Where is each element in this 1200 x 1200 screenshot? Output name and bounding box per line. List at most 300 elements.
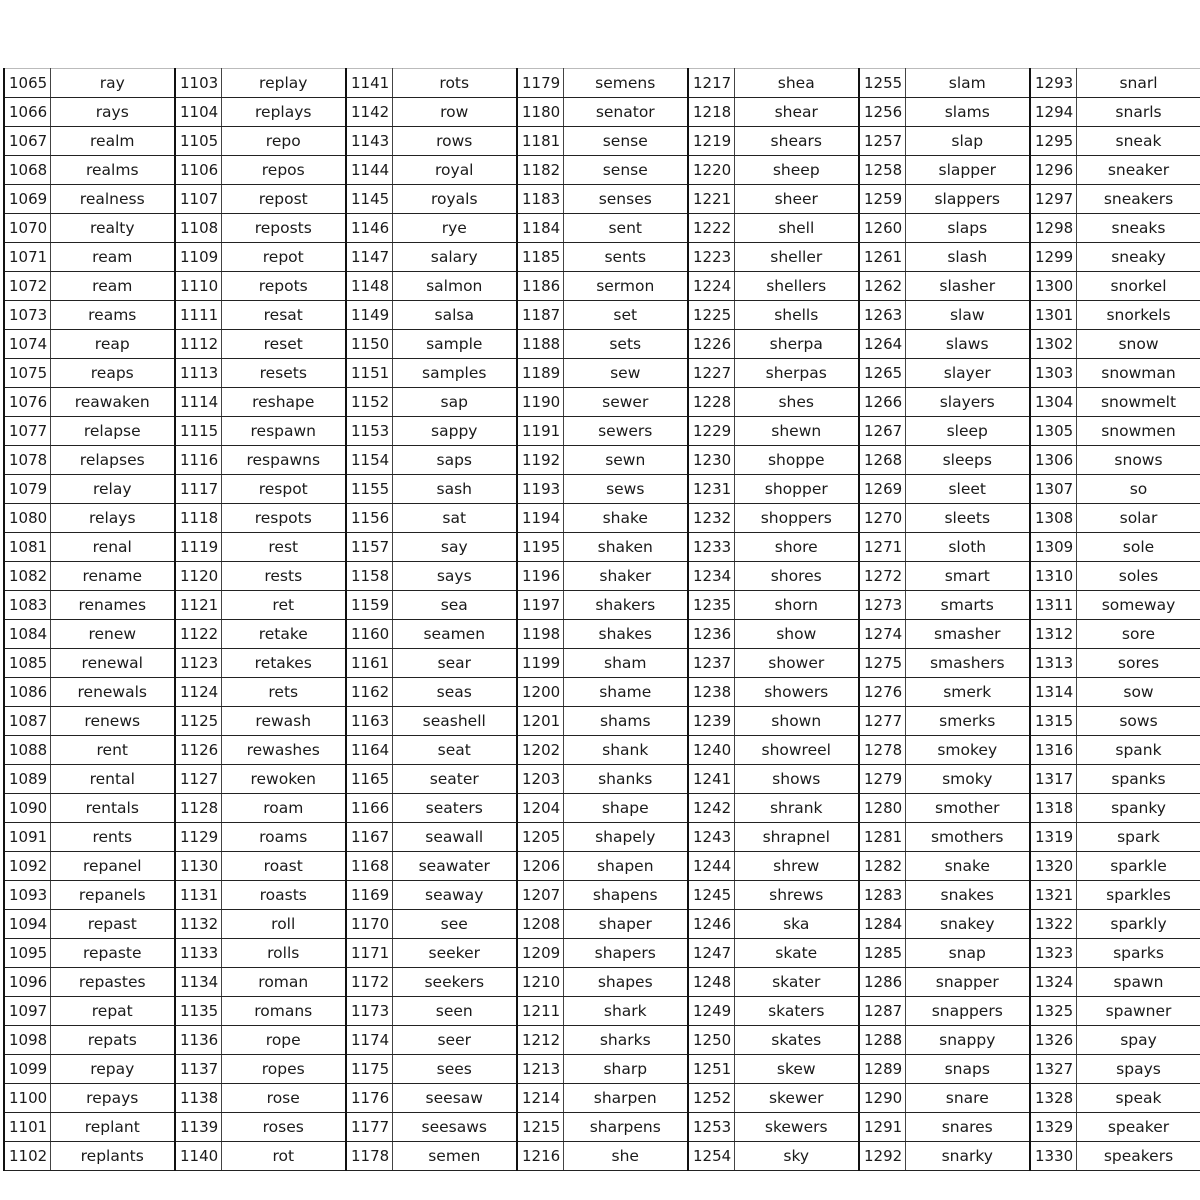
entry-number-cell: 1226: [688, 330, 734, 359]
entry-number-cell: 1296: [1030, 156, 1076, 185]
word-cell: rewoken: [221, 765, 346, 794]
entry-number-cell: 1183: [517, 185, 563, 214]
entry-number-cell: 1237: [688, 649, 734, 678]
entry-number-cell: 1193: [517, 475, 563, 504]
word-cell: sparkle: [1076, 852, 1200, 881]
word-cell: shores: [734, 562, 859, 591]
word-cell: respot: [221, 475, 346, 504]
entry-number-cell: 1224: [688, 272, 734, 301]
word-cell: rests: [221, 562, 346, 591]
entry-number-cell: 1195: [517, 533, 563, 562]
entry-number-cell: 1236: [688, 620, 734, 649]
table-row: [4, 562, 1200, 591]
entry-number-cell: 1221: [688, 185, 734, 214]
word-cell: shells: [734, 301, 859, 330]
word-cell: romans: [221, 997, 346, 1026]
word-cell: semen: [392, 1142, 517, 1171]
entry-number-cell: 1176: [346, 1084, 392, 1113]
word-cell: see: [392, 910, 517, 939]
entry-number-cell: 1107: [175, 185, 221, 214]
entry-number-cell: 1200: [517, 678, 563, 707]
word-cell: rope: [221, 1026, 346, 1055]
entry-number-cell: 1312: [1030, 620, 1076, 649]
word-cell: samples: [392, 359, 517, 388]
word-cell: skates: [734, 1026, 859, 1055]
word-cell: someway: [1076, 591, 1200, 620]
word-cell: slaws: [905, 330, 1030, 359]
word-cell: sews: [563, 475, 688, 504]
entry-number-cell: 1120: [175, 562, 221, 591]
entry-number-cell: 1208: [517, 910, 563, 939]
entry-number-cell: 1213: [517, 1055, 563, 1084]
entry-number-cell: 1283: [859, 881, 905, 910]
word-cell: shapens: [563, 881, 688, 910]
entry-number-cell: 1099: [4, 1055, 50, 1084]
word-cell: roast: [221, 852, 346, 881]
word-cell: rental: [50, 765, 175, 794]
entry-number-cell: 1279: [859, 765, 905, 794]
entry-number-cell: 1074: [4, 330, 50, 359]
word-cell: shes: [734, 388, 859, 417]
entry-number-cell: 1160: [346, 620, 392, 649]
word-cell: sample: [392, 330, 517, 359]
table-row: [4, 1142, 1200, 1171]
entry-number-cell: 1330: [1030, 1142, 1076, 1171]
entry-number-cell: 1197: [517, 591, 563, 620]
word-cell: seekers: [392, 968, 517, 997]
word-list-sheet: [3, 68, 1200, 1165]
word-cell: shape: [563, 794, 688, 823]
word-cell: sloth: [905, 533, 1030, 562]
entry-number-cell: 1278: [859, 736, 905, 765]
word-cell: snarls: [1076, 98, 1200, 127]
entry-number-cell: 1291: [859, 1113, 905, 1142]
word-cell: sparks: [1076, 939, 1200, 968]
word-cell: skewers: [734, 1113, 859, 1142]
word-cell: respawns: [221, 446, 346, 475]
entry-number-cell: 1083: [4, 591, 50, 620]
word-cell: shrank: [734, 794, 859, 823]
entry-number-cell: 1121: [175, 591, 221, 620]
entry-number-cell: 1191: [517, 417, 563, 446]
entry-number-cell: 1180: [517, 98, 563, 127]
table-row: [4, 127, 1200, 156]
entry-number-cell: 1138: [175, 1084, 221, 1113]
table-row: [4, 794, 1200, 823]
entry-number-cell: 1239: [688, 707, 734, 736]
entry-number-cell: 1281: [859, 823, 905, 852]
entry-number-cell: 1124: [175, 678, 221, 707]
entry-number-cell: 1309: [1030, 533, 1076, 562]
word-cell: seawater: [392, 852, 517, 881]
entry-number-cell: 1095: [4, 939, 50, 968]
word-cell: spawn: [1076, 968, 1200, 997]
word-cell: shaper: [563, 910, 688, 939]
entry-number-cell: 1073: [4, 301, 50, 330]
word-cell: sleep: [905, 417, 1030, 446]
table-row: [4, 272, 1200, 301]
word-cell: rewash: [221, 707, 346, 736]
word-cell: ropes: [221, 1055, 346, 1084]
word-cell: shrews: [734, 881, 859, 910]
word-cell: ream: [50, 272, 175, 301]
table-row: [4, 852, 1200, 881]
word-cell: sharpens: [563, 1113, 688, 1142]
word-cell: repat: [50, 997, 175, 1026]
word-cell: sore: [1076, 620, 1200, 649]
word-cell: snare: [905, 1084, 1030, 1113]
entry-number-cell: 1323: [1030, 939, 1076, 968]
entry-number-cell: 1276: [859, 678, 905, 707]
word-cell: seashell: [392, 707, 517, 736]
entry-number-cell: 1229: [688, 417, 734, 446]
word-cell: sham: [563, 649, 688, 678]
table-row: [4, 1113, 1200, 1142]
entry-number-cell: 1260: [859, 214, 905, 243]
entry-number-cell: 1310: [1030, 562, 1076, 591]
entry-number-cell: 1119: [175, 533, 221, 562]
entry-number-cell: 1161: [346, 649, 392, 678]
word-cell: shows: [734, 765, 859, 794]
entry-number-cell: 1162: [346, 678, 392, 707]
entry-number-cell: 1196: [517, 562, 563, 591]
word-cell: shoppers: [734, 504, 859, 533]
entry-number-cell: 1165: [346, 765, 392, 794]
entry-number-cell: 1204: [517, 794, 563, 823]
entry-number-cell: 1207: [517, 881, 563, 910]
entry-number-cell: 1178: [346, 1142, 392, 1171]
table-row: [4, 185, 1200, 214]
entry-number-cell: 1269: [859, 475, 905, 504]
word-cell: shewn: [734, 417, 859, 446]
word-cell: repaste: [50, 939, 175, 968]
entry-number-cell: 1116: [175, 446, 221, 475]
word-cell: says: [392, 562, 517, 591]
entry-number-cell: 1091: [4, 823, 50, 852]
table-row: [4, 301, 1200, 330]
entry-number-cell: 1067: [4, 127, 50, 156]
word-cell: shears: [734, 127, 859, 156]
entry-number-cell: 1072: [4, 272, 50, 301]
table-row: [4, 69, 1200, 98]
entry-number-cell: 1152: [346, 388, 392, 417]
entry-number-cell: 1131: [175, 881, 221, 910]
word-cell: smarts: [905, 591, 1030, 620]
entry-number-cell: 1273: [859, 591, 905, 620]
word-cell: shapers: [563, 939, 688, 968]
table-row: [4, 736, 1200, 765]
word-cell: sash: [392, 475, 517, 504]
entry-number-cell: 1112: [175, 330, 221, 359]
word-cell: royals: [392, 185, 517, 214]
table-row: [4, 910, 1200, 939]
word-cell: spanky: [1076, 794, 1200, 823]
entry-number-cell: 1272: [859, 562, 905, 591]
entry-number-cell: 1167: [346, 823, 392, 852]
table-row: [4, 388, 1200, 417]
word-cell: ret: [221, 591, 346, 620]
word-cell: speak: [1076, 1084, 1200, 1113]
word-cell: sows: [1076, 707, 1200, 736]
entry-number-cell: 1127: [175, 765, 221, 794]
entry-number-cell: 1280: [859, 794, 905, 823]
entry-number-cell: 1253: [688, 1113, 734, 1142]
word-cell: sharpen: [563, 1084, 688, 1113]
word-cell: snappy: [905, 1026, 1030, 1055]
entry-number-cell: 1255: [859, 69, 905, 98]
word-cell: seamen: [392, 620, 517, 649]
word-cell: showreel: [734, 736, 859, 765]
word-cell: smokey: [905, 736, 1030, 765]
entry-number-cell: 1105: [175, 127, 221, 156]
entry-number-cell: 1314: [1030, 678, 1076, 707]
word-cell: snarl: [1076, 69, 1200, 98]
entry-number-cell: 1244: [688, 852, 734, 881]
entry-number-cell: 1111: [175, 301, 221, 330]
entry-number-cell: 1096: [4, 968, 50, 997]
entry-number-cell: 1185: [517, 243, 563, 272]
entry-number-cell: 1203: [517, 765, 563, 794]
entry-number-cell: 1235: [688, 591, 734, 620]
table-row: [4, 359, 1200, 388]
word-cell: sheep: [734, 156, 859, 185]
entry-number-cell: 1205: [517, 823, 563, 852]
entry-number-cell: 1246: [688, 910, 734, 939]
table-row: [4, 1026, 1200, 1055]
word-cell: shapen: [563, 852, 688, 881]
word-cell: shrapnel: [734, 823, 859, 852]
entry-number-cell: 1093: [4, 881, 50, 910]
word-cell: renewal: [50, 649, 175, 678]
entry-number-cell: 1179: [517, 69, 563, 98]
entry-number-cell: 1325: [1030, 997, 1076, 1026]
word-cell: shell: [734, 214, 859, 243]
word-cell: snaps: [905, 1055, 1030, 1084]
word-cell: senator: [563, 98, 688, 127]
word-cell: spay: [1076, 1026, 1200, 1055]
word-cell: snows: [1076, 446, 1200, 475]
entry-number-cell: 1163: [346, 707, 392, 736]
entry-number-cell: 1215: [517, 1113, 563, 1142]
word-cell: shellers: [734, 272, 859, 301]
word-cell: snap: [905, 939, 1030, 968]
entry-number-cell: 1311: [1030, 591, 1076, 620]
word-cell: smothers: [905, 823, 1030, 852]
entry-number-cell: 1217: [688, 69, 734, 98]
word-cell: renews: [50, 707, 175, 736]
word-cell: shorn: [734, 591, 859, 620]
word-cell: rot: [221, 1142, 346, 1171]
word-cell: smerk: [905, 678, 1030, 707]
word-cell: seawall: [392, 823, 517, 852]
table-row: [4, 446, 1200, 475]
entry-number-cell: 1290: [859, 1084, 905, 1113]
entry-number-cell: 1147: [346, 243, 392, 272]
word-cell: shake: [563, 504, 688, 533]
entry-number-cell: 1304: [1030, 388, 1076, 417]
entry-number-cell: 1153: [346, 417, 392, 446]
entry-number-cell: 1216: [517, 1142, 563, 1171]
entry-number-cell: 1321: [1030, 881, 1076, 910]
word-cell: reshape: [221, 388, 346, 417]
entry-number-cell: 1077: [4, 417, 50, 446]
entry-number-cell: 1130: [175, 852, 221, 881]
entry-number-cell: 1192: [517, 446, 563, 475]
word-cell: spanks: [1076, 765, 1200, 794]
entry-number-cell: 1267: [859, 417, 905, 446]
table-row: [4, 997, 1200, 1026]
word-cell: sermon: [563, 272, 688, 301]
table-row: [4, 968, 1200, 997]
word-cell: seen: [392, 997, 517, 1026]
word-cell: smother: [905, 794, 1030, 823]
entry-number-cell: 1094: [4, 910, 50, 939]
entry-number-cell: 1289: [859, 1055, 905, 1084]
word-cell: repast: [50, 910, 175, 939]
word-cell: rentals: [50, 794, 175, 823]
word-cell: rose: [221, 1084, 346, 1113]
word-cell: slayer: [905, 359, 1030, 388]
word-cell: smasher: [905, 620, 1030, 649]
word-cell: reap: [50, 330, 175, 359]
word-cell: repost: [221, 185, 346, 214]
entry-number-cell: 1129: [175, 823, 221, 852]
entry-number-cell: 1092: [4, 852, 50, 881]
entry-number-cell: 1148: [346, 272, 392, 301]
entry-number-cell: 1258: [859, 156, 905, 185]
entry-number-cell: 1300: [1030, 272, 1076, 301]
word-cell: rest: [221, 533, 346, 562]
word-cell: sea: [392, 591, 517, 620]
word-cell: realty: [50, 214, 175, 243]
entry-number-cell: 1175: [346, 1055, 392, 1084]
word-cell: skaters: [734, 997, 859, 1026]
entry-number-cell: 1128: [175, 794, 221, 823]
word-cell: salsa: [392, 301, 517, 330]
entry-number-cell: 1190: [517, 388, 563, 417]
entry-number-cell: 1188: [517, 330, 563, 359]
word-cell: reset: [221, 330, 346, 359]
entry-number-cell: 1326: [1030, 1026, 1076, 1055]
word-cell: snowmen: [1076, 417, 1200, 446]
entry-number-cell: 1102: [4, 1142, 50, 1171]
word-cell: slaps: [905, 214, 1030, 243]
word-cell: spawner: [1076, 997, 1200, 1026]
table-row: [4, 591, 1200, 620]
table-row: [4, 330, 1200, 359]
word-cell: sheller: [734, 243, 859, 272]
word-cell: renew: [50, 620, 175, 649]
entry-number-cell: 1316: [1030, 736, 1076, 765]
word-cell: replay: [221, 69, 346, 98]
entry-number-cell: 1284: [859, 910, 905, 939]
entry-number-cell: 1227: [688, 359, 734, 388]
entry-number-cell: 1298: [1030, 214, 1076, 243]
word-cell: sores: [1076, 649, 1200, 678]
entry-number-cell: 1329: [1030, 1113, 1076, 1142]
entry-number-cell: 1103: [175, 69, 221, 98]
entry-number-cell: 1230: [688, 446, 734, 475]
word-cell: sleeps: [905, 446, 1030, 475]
word-cell: sewn: [563, 446, 688, 475]
entry-number-cell: 1075: [4, 359, 50, 388]
word-cell: sleet: [905, 475, 1030, 504]
word-cell: sent: [563, 214, 688, 243]
entry-number-cell: 1294: [1030, 98, 1076, 127]
entry-number-cell: 1219: [688, 127, 734, 156]
entry-number-cell: 1065: [4, 69, 50, 98]
word-cell: repays: [50, 1084, 175, 1113]
word-cell: shapely: [563, 823, 688, 852]
entry-number-cell: 1268: [859, 446, 905, 475]
entry-number-cell: 1243: [688, 823, 734, 852]
word-cell: seaters: [392, 794, 517, 823]
word-cell: replays: [221, 98, 346, 127]
entry-number-cell: 1159: [346, 591, 392, 620]
entry-number-cell: 1301: [1030, 301, 1076, 330]
entry-number-cell: 1109: [175, 243, 221, 272]
entry-number-cell: 1182: [517, 156, 563, 185]
entry-number-cell: 1177: [346, 1113, 392, 1142]
word-cell: snorkels: [1076, 301, 1200, 330]
table-row: [4, 98, 1200, 127]
word-cell: roll: [221, 910, 346, 939]
word-cell: respots: [221, 504, 346, 533]
word-cell: shrew: [734, 852, 859, 881]
entry-number-cell: 1328: [1030, 1084, 1076, 1113]
entry-number-cell: 1089: [4, 765, 50, 794]
word-cell: rent: [50, 736, 175, 765]
entry-number-cell: 1085: [4, 649, 50, 678]
entry-number-cell: 1232: [688, 504, 734, 533]
word-cell: roasts: [221, 881, 346, 910]
entry-number-cell: 1233: [688, 533, 734, 562]
word-cell: rolls: [221, 939, 346, 968]
entry-number-cell: 1164: [346, 736, 392, 765]
entry-number-cell: 1245: [688, 881, 734, 910]
word-cell: retakes: [221, 649, 346, 678]
word-cell: seaway: [392, 881, 517, 910]
word-cell: repo: [221, 127, 346, 156]
word-cell: sleets: [905, 504, 1030, 533]
word-cell: sappy: [392, 417, 517, 446]
word-cell: sparkles: [1076, 881, 1200, 910]
word-cell: snakes: [905, 881, 1030, 910]
entry-number-cell: 1149: [346, 301, 392, 330]
entry-number-cell: 1261: [859, 243, 905, 272]
entry-number-cell: 1123: [175, 649, 221, 678]
entry-number-cell: 1156: [346, 504, 392, 533]
word-cell: spank: [1076, 736, 1200, 765]
word-cell: snow: [1076, 330, 1200, 359]
table-row: [4, 939, 1200, 968]
entry-number-cell: 1257: [859, 127, 905, 156]
word-cell: sees: [392, 1055, 517, 1084]
entry-number-cell: 1101: [4, 1113, 50, 1142]
entry-number-cell: 1297: [1030, 185, 1076, 214]
entry-number-cell: 1277: [859, 707, 905, 736]
word-cell: sense: [563, 156, 688, 185]
word-cell: slappers: [905, 185, 1030, 214]
entry-number-cell: 1113: [175, 359, 221, 388]
word-cell: senses: [563, 185, 688, 214]
word-cell: snake: [905, 852, 1030, 881]
entry-number-cell: 1136: [175, 1026, 221, 1055]
entry-number-cell: 1293: [1030, 69, 1076, 98]
entry-number-cell: 1174: [346, 1026, 392, 1055]
word-cell: snakey: [905, 910, 1030, 939]
entry-number-cell: 1270: [859, 504, 905, 533]
